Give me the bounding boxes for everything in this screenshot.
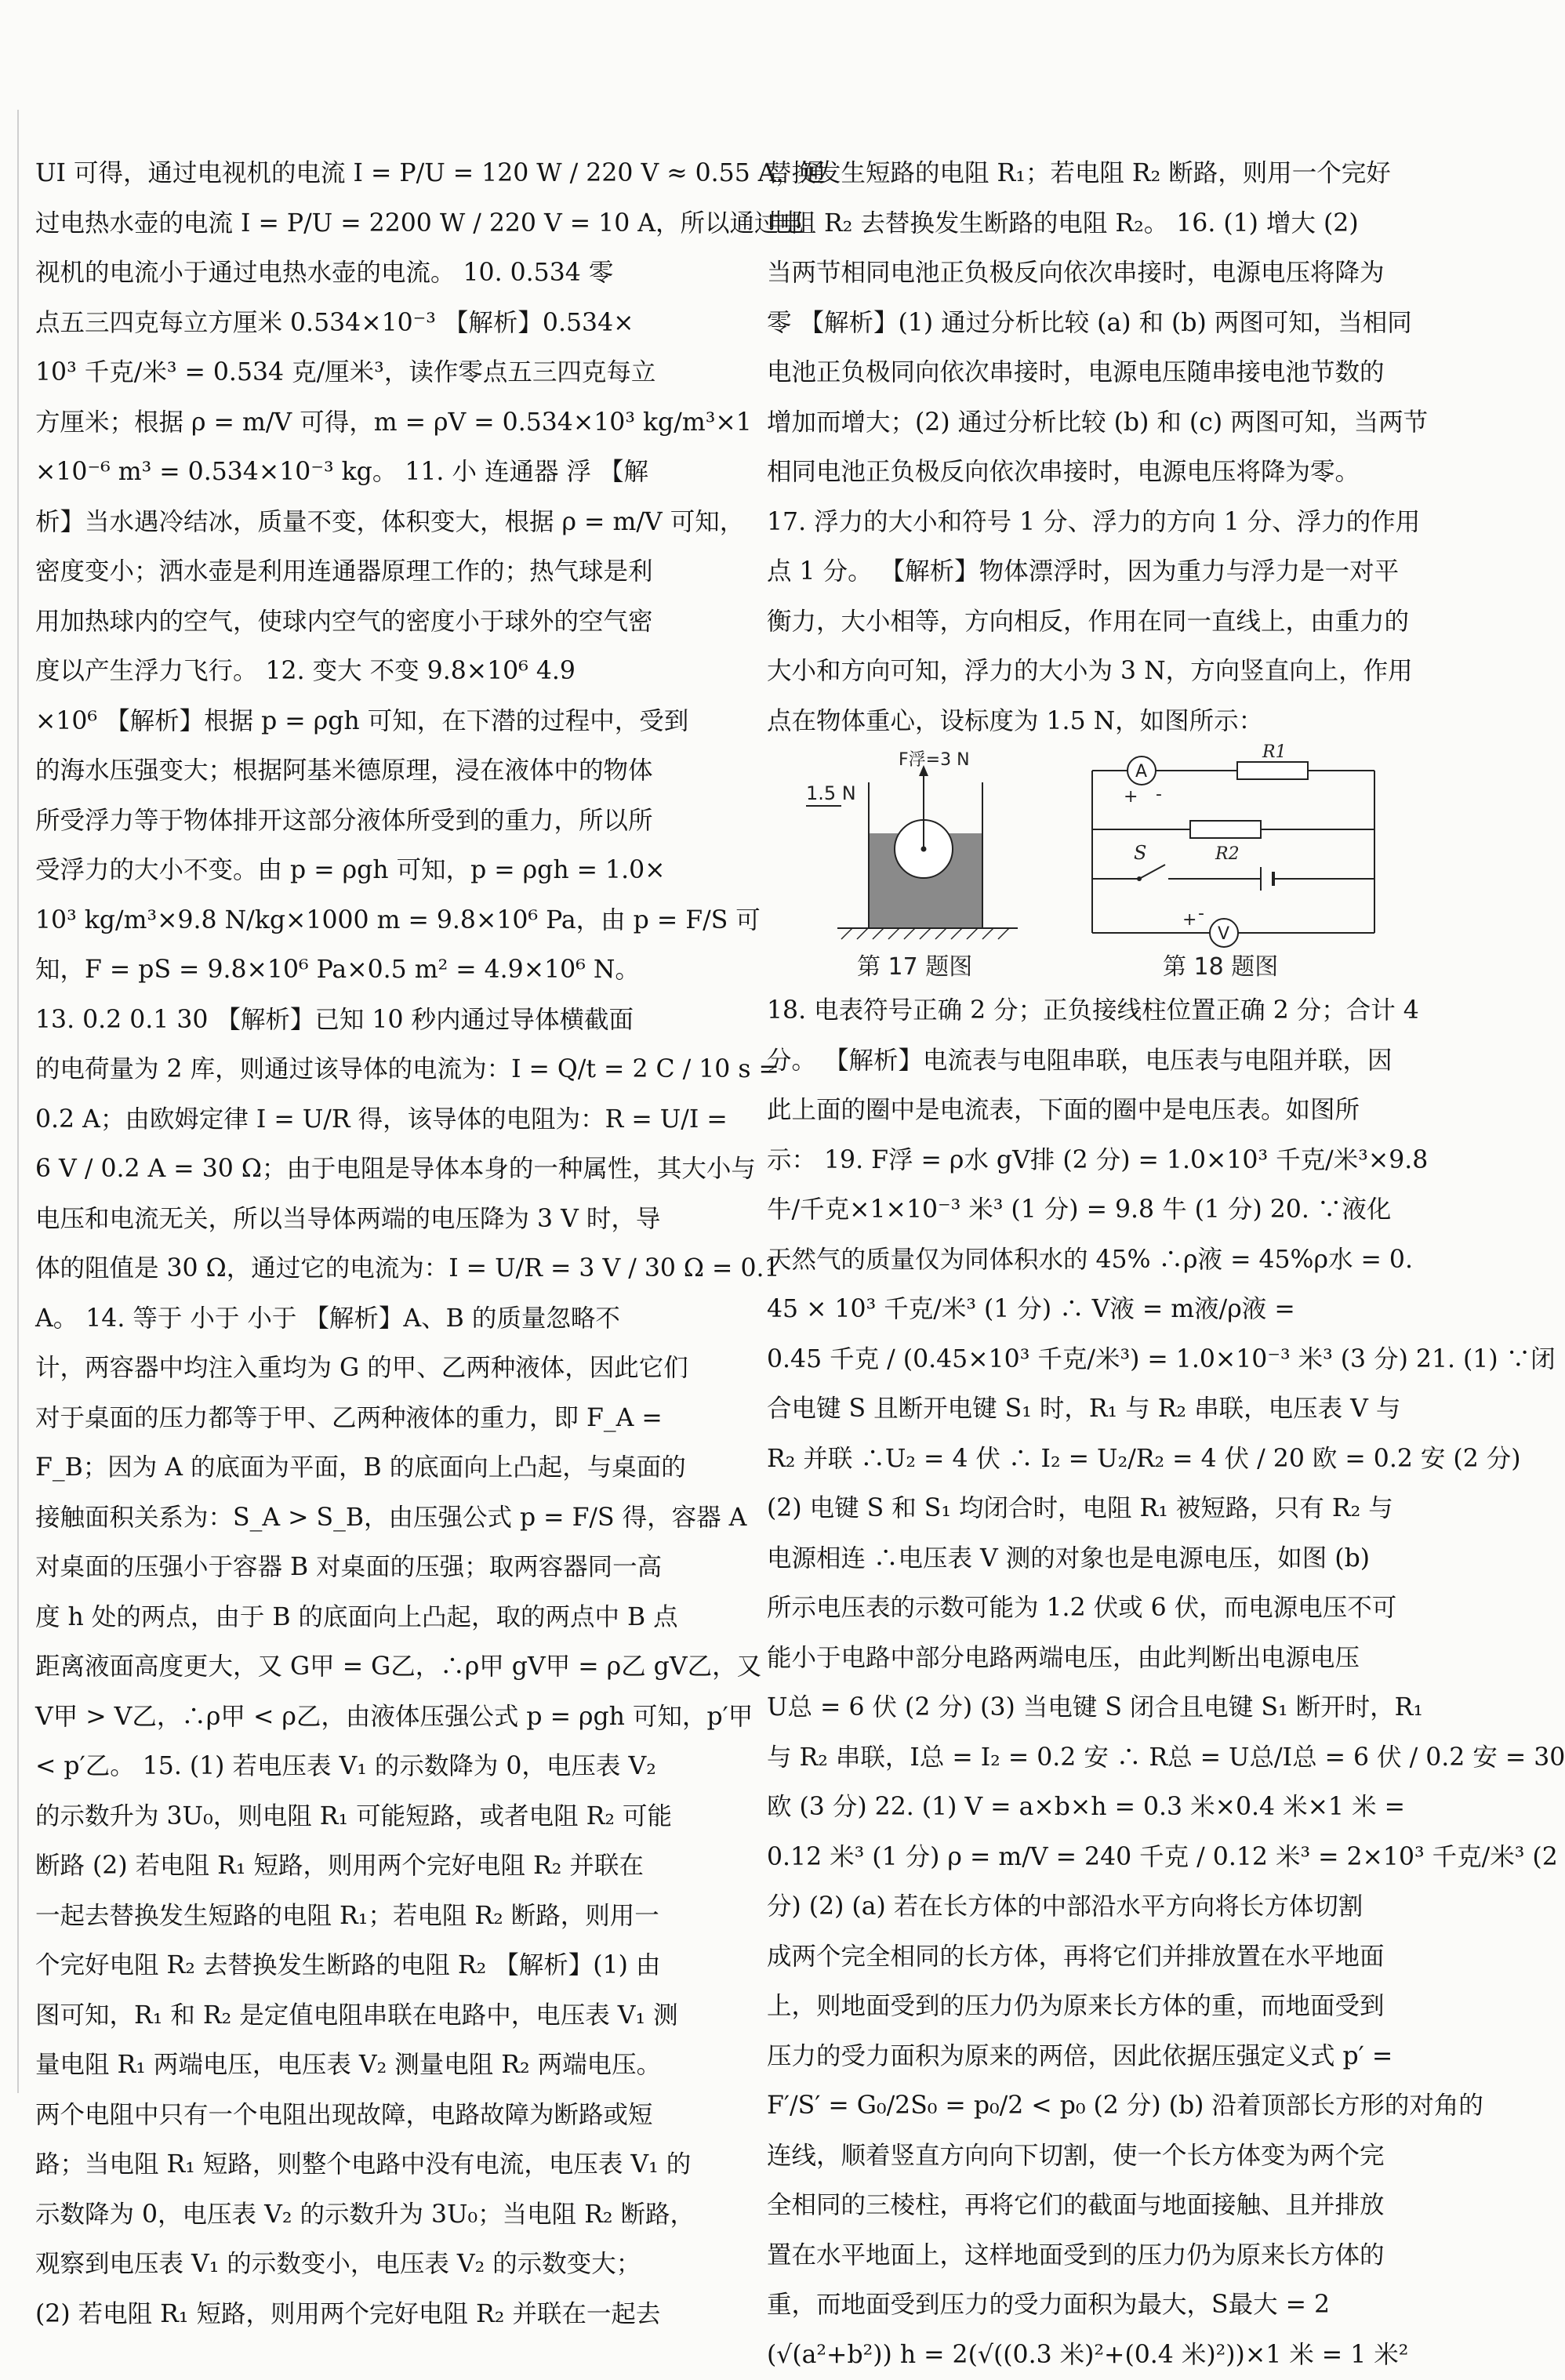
text-line: UI 可得，通过电视机的电流 I = P/U = 120 W / 220 V ≈ 0.55 A，通 [35,149,733,199]
left-column [35,149,733,2339]
text-line: 的海水压强变大；根据阿基米德原理，浸在液体中的物体 [35,746,733,796]
text-line: U总 = 6 伏 (2 分) (3) 当电键 S 闭合且电键 S₁ 断开时，R₁ [767,1683,1466,1733]
text-line: 10³ kg/m³×9.8 N/kg×1000 m = 9.8×10⁶ Pa，由 p = F/S 可 [35,896,733,946]
text-line: 0.2 A；由欧姆定律 I = U/R 得，该导体的电阻为：R = U/I = [35,1095,733,1145]
text-line: 密度变小；洒水壶是利用连通器原理工作的；热气球是利 [35,547,733,597]
text-line: 的电荷量为 2 库，则通过该导体的电流为：I = Q/t = 2 C / 10 s = [35,1045,733,1095]
text-line: 大小和方向可知，浮力的大小为 3 N，方向竖直向上，作用 [767,647,1466,697]
text-line: R₂ 并联 ∴U₂ = 4 伏 ∴ I₂ = U₂/R₂ = 4 伏 / 20 欧 = 0.2 安 (2 分) [767,1435,1466,1485]
text-line: 连线，顺着竖直方向向下切割，使一个长方体变为两个完 [767,2131,1466,2182]
text-line: 计，两容器中均注入重均为 G 的甲、乙两种液体，因此它们 [35,1344,733,1394]
text-line: 欧 (3 分) 22. (1) V = a×b×h = 0.3 米×0.4 米×1 米 = [767,1783,1466,1833]
text-line: 成两个完全相同的长方体，再将它们并排放置在水平地面 [767,1932,1466,1983]
text-line: 13. 0.2 0.1 30 【解析】已知 10 秒内通过导体横截面 [35,996,733,1046]
text-line: 0.12 米³ (1 分) ρ = m/V = 240 千克 / 0.12 米³ = 2×10³ 千克/米³ (2 [767,1833,1466,1883]
text-line: F′/S′ = G₀/2S₀ = p₀/2 < p₀ (2 分) (b) 沿着顶部长方形的对角的 [767,2081,1466,2131]
scale-label: 1.5 N [806,782,856,804]
text-line: 10³ 千克/米³ = 0.534 克/厘米³，读作零点五三四克每立 [35,348,733,398]
resistor-r1 [1237,762,1308,779]
text-line: 电阻 R₂ 去替换发生断路的电阻 R₂。 16. (1) 增大 (2) [767,199,1466,249]
text-line: 上，则地面受到的压力仍为原来长方体的重，而地面受到 [767,1982,1466,2032]
text-line: (√(a²+b²)) h = 2(√((0.3 米)²+(0.4 米)²))×1 米 = 1 米² [767,2331,1466,2380]
switch-lever [1139,865,1165,879]
text-line: 置在水平地面上，这样地面受到的压力仍为原来长方体的 [767,2231,1466,2281]
text-line: < p′乙。 15. (1) 若电压表 V₁ 的示数降为 0，电压表 V₂ [35,1742,733,1792]
text-line: 此上面的圈中是电流表，下面的圈中是电压表。如图所 [767,1086,1466,1136]
text-line: 度以产生浮力飞行。 12. 变大 不变 9.8×10⁶ 4.9 [35,647,733,697]
switch-contact [1137,876,1142,881]
text-line: 的示数升为 3U₀，则电阻 R₁ 可能短路，或者电阻 R₂ 可能 [35,1792,733,1842]
text-line: 过电热水壶的电流 I = P/U = 2200 W / 220 V = 10 A，所以通过电 [35,199,733,249]
text-line: 示数降为 0，电压表 V₂ 的示数升为 3U₀；当电阻 R₂ 断路， [35,2190,733,2240]
text-line: 合电键 S 且断开电键 S₁ 时，R₁ 与 R₂ 串联，电压表 V 与 [767,1384,1466,1435]
text-line: 量电阻 R₁ 两端电压，电压表 V₂ 测量电阻 R₂ 两端电压。 [35,2041,733,2091]
text-line: 全相同的三棱柱，再将它们的截面与地面接触、且并排放 [767,2181,1466,2231]
text-line: 衡力，大小相等，方向相反，作用在同一直线上，由重力的 [767,597,1466,648]
text-line: A。 14. 等于 小于 小于 【解析】A、B 的质量忽略不 [35,1294,733,1344]
text-line: 分。 【解析】电流表与电阻串联，电压表与电阻并联，因 [767,1036,1466,1087]
text-line: 析】当水遇冷结冰，质量不变，体积变大，根据 ρ = m/V 可知， [35,498,733,548]
text-line: 电池正负极同向依次串接时，电源电压随串接电池节数的 [767,348,1466,398]
text-line: 增加而增大；(2) 通过分析比较 (b) 和 (c) 两图可知，当两节 [767,398,1466,448]
text-line: 相同电池正负极反向依次串接时，电源电压将降为零。 [767,448,1466,498]
figure-row [767,751,1466,986]
ammeter-plus: + [1124,787,1138,807]
text-line: 方厘米；根据 ρ = m/V 可得，m = ρV = 0.534×10³ kg/m³×1 [35,398,733,448]
text-line: 压力的受力面积为原来的两倍，因此依据压强定义式 p′ = [767,2032,1466,2082]
text-line: 当两节相同电池正负极反向依次串接时，电源电压将降为 [767,249,1466,299]
text-line: 距离液面高度更大，又 G甲 = G乙，∴ρ甲 gV甲 = ρ乙 gV乙，又 [35,1642,733,1692]
text-line: V甲 > V乙，∴ρ甲 < ρ乙，由液体压强公式 p = ρgh 可知，p′甲 [35,1692,733,1743]
text-line: 视机的电流小于通过电热水壶的电流。 10. 0.534 零 [35,249,733,299]
text-line: F_B；因为 A 的底面为平面，B 的底面向上凸起，与桌面的 [35,1443,733,1493]
r2-label: R2 [1215,844,1240,864]
text-line: 用加热球内的空气，使球内空气的密度小于球外的空气密 [35,597,733,648]
right-column-top-text [767,149,1466,746]
text-line: 45 × 10³ 千克/米³ (1 分) ∴ V液 = m液/ρ液 = [767,1285,1466,1335]
figure-18-caption: 第 18 题图 [1163,953,1278,981]
text-line: 所受浮力等于物体排开这部分液体所受到的重力，所以所 [35,796,733,847]
text-line: 17. 浮力的大小和符号 1 分、浮力的方向 1 分、浮力的作用 [767,498,1466,548]
ammeter-minus: - [1156,785,1162,804]
text-line: 点五三四克每立方厘米 0.534×10⁻³ 【解析】0.534× [35,299,733,349]
text-line: (2) 电键 S 和 S₁ 均闭合时，电阻 R₁ 被短路，只有 R₂ 与 [767,1484,1466,1534]
text-line: 点在物体重心，设标度为 1.5 N，如图所示： [767,697,1466,747]
text-line: 路；当电阻 R₁ 短路，则整个电路中没有电流，电压表 V₁ 的 [35,2140,733,2190]
text-line: 对于桌面的压力都等于甲、乙两种液体的重力，即 F_A = [35,1394,733,1444]
text-line: 一起去替换发生短路的电阻 R₁；若电阻 R₂ 断路，则用一 [35,1892,733,1942]
ammeter-symbol: A [1135,762,1147,782]
figure-17-caption: 第 17 题图 [857,953,972,981]
text-line: 图可知，R₁ 和 R₂ 是定值电阻串联在电路中，电压表 V₁ 测 [35,1991,733,2041]
text-line: 体的阻值是 30 Ω，通过它的电流为：I = U/R = 3 V / 30 Ω = 0.1 [35,1244,733,1294]
right-column [767,149,1466,2380]
text-line: 受浮力的大小不变。由 p = ρgh 可知，p = ρgh = 1.0× [35,846,733,896]
text-line: ×10⁻⁶ m³ = 0.534×10⁻³ kg。 11. 小 连通器 浮 【解 [35,448,733,498]
text-line: ×10⁶ 【解析】根据 p = ρgh 可知，在下潜的过程中，受到 [35,697,733,747]
text-line: 与 R₂ 串联，I总 = I₂ = 0.2 安 ∴ R总 = U总/I总 = 6 伏 / 0.2 安 = 30 [767,1733,1466,1783]
text-line: 个完好电阻 R₂ 去替换发生断路的电阻 R₂ 【解析】(1) 由 [35,1941,733,1991]
text-line: 接触面积关系为：S_A > S_B，由压强公式 p = F/S 得，容器 A [35,1493,733,1544]
text-line: 替换发生短路的电阻 R₁；若电阻 R₂ 断路，则用一个完好 [767,149,1466,199]
text-line: 两个电阻中只有一个电阻出现故障，电路故障为断路或短 [35,2091,733,2141]
switch-label: S [1134,842,1146,864]
text-line: 度 h 处的两点，由于 B 的底面向上凸起，取的两点中 B 点 [35,1593,733,1643]
text-line: 知，F = pS = 9.8×10⁶ Pa×0.5 m² = 4.9×10⁶ N。 [35,945,733,996]
margin-rule [17,110,19,2093]
text-line: 断路 (2) 若电阻 R₁ 短路，则用两个完好电阻 R₂ 并联在 [35,1841,733,1892]
text-line: 能小于电路中部分电路两端电压，由此判断出电源电压 [767,1634,1466,1684]
resistor-r2 [1190,821,1261,838]
force-label: F浮=3 N [899,750,970,770]
text-line: 天然气的质量仅为同体积水的 45% ∴ρ液 = 45%ρ水 = 0. [767,1235,1466,1286]
ground-hatching [841,928,1009,939]
text-line: 电压和电流无关，所以当导体两端的电压降为 3 V 时，导 [35,1195,733,1245]
text-line: 示： 19. F浮 = ρ水 gV排 (2 分) = 1.0×10³ 千克/米³×9.8 [767,1136,1466,1186]
text-line: 点 1 分。 【解析】物体漂浮时，因为重力与浮力是一对平 [767,547,1466,597]
figure-18 [1080,751,1394,986]
text-line: 牛/千克×1×10⁻³ 米³ (1 分) = 9.8 牛 (1 分) 20. ∵液化 [767,1185,1466,1235]
text-line: 对桌面的压强小于容器 B 对桌面的压强；取两容器同一高 [35,1543,733,1593]
text-line: 18. 电表符号正确 2 分；正负接线柱位置正确 2 分；合计 4 [767,986,1466,1036]
text-line: 观察到电压表 V₁ 的示数变小，电压表 V₂ 的示数变大； [35,2240,733,2290]
text-line: 零 【解析】(1) 通过分析比较 (a) 和 (b) 两图可知，当相同 [767,299,1466,349]
text-line: 重，而地面受到压力的受力面积为最大，S最大 = 2 [767,2280,1466,2331]
figure-17 [798,751,1096,986]
text-line: (2) 若电阻 R₁ 短路，则用两个完好电阻 R₂ 并联在一起去 [35,2290,733,2340]
voltmeter-plus: + [1182,910,1196,930]
voltmeter-minus: - [1198,904,1204,923]
r1-label: R1 [1262,742,1287,762]
voltmeter-symbol: V [1218,924,1229,944]
text-line: 所示电压表的示数可能为 1.2 伏或 6 伏，而电源电压不可 [767,1584,1466,1634]
text-line: 0.45 千克 / (0.45×10³ 千克/米³) = 1.0×10⁻³ 米³ (3 分) 21. (1) ∵闭 [767,1335,1466,1385]
text-line: 分) (2) (a) 若在长方体的中部沿水平方向将长方体切割 [767,1882,1466,1932]
text-line: 6 V / 0.2 A = 30 Ω；由于电阻是导体本身的一种属性，其大小与 [35,1145,733,1195]
text-line: 电源相连 ∴电压表 V 测的对象也是电源电压，如图 (b) [767,1534,1466,1584]
right-column-bottom-text [767,986,1466,2380]
